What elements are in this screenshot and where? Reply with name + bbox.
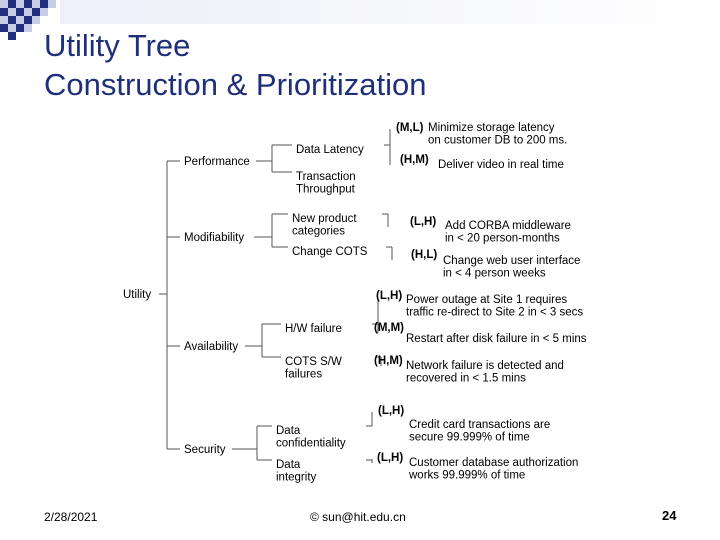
- slide-title-line-2: Construction & Prioritization: [44, 67, 427, 102]
- quality-attribute-security: Security: [184, 444, 226, 456]
- slide-page-number: 24: [662, 508, 677, 523]
- refinement-label: COTS S/W: [285, 356, 342, 368]
- scenario-text: Change web user interface: [443, 255, 581, 267]
- scenario-text: Minimize storage latency: [428, 122, 555, 134]
- refinement-label: categories: [292, 225, 346, 238]
- refinement-label: Data: [276, 425, 301, 437]
- slide-copyright: © sun@hit.edu.cn: [310, 510, 406, 524]
- scenario-text: traffic re-direct to Site 2 in < 3 secs: [406, 306, 584, 319]
- scenario-rating: (L,H): [376, 290, 403, 302]
- scenario-text: in < 20 person-months: [445, 232, 560, 245]
- scenario-rating: (L,H): [377, 452, 404, 464]
- scenario-text: works 99.999% of time: [409, 469, 526, 482]
- refinement-label: Throughput: [296, 183, 355, 196]
- tree-root-label: Utility: [123, 289, 152, 301]
- scenario-text: Restart after disk failure in < 5 mins: [406, 333, 587, 345]
- quality-attribute-availability: Availability: [184, 341, 239, 353]
- scenario-text: Credit card transactions are: [409, 419, 551, 431]
- quality-attribute-modifiability: Modifiability: [184, 232, 245, 244]
- scenario-text: on customer DB to 200 ms.: [428, 134, 568, 147]
- scenario-rating: (L,H): [410, 216, 437, 228]
- slide-title-line-1: Utility Tree: [44, 28, 191, 63]
- scenario-rating: (H,M): [400, 154, 429, 166]
- scenario-rating: (H,L): [411, 249, 438, 261]
- scenario-rating: (H,M): [374, 355, 403, 367]
- scenario-text: Power outage at Site 1 requires: [406, 294, 568, 306]
- refinement-label: Change COTS: [292, 246, 368, 258]
- refinement-label: H/W failure: [285, 323, 342, 335]
- scenario-rating: (M,M): [374, 322, 405, 334]
- refinement-label: confidentiality: [276, 437, 346, 450]
- scenario-text: secure 99.999% of time: [409, 431, 530, 444]
- refinement-label: failures: [285, 368, 323, 381]
- slide-date: 2/28/2021: [44, 510, 98, 524]
- scenario-text: Customer database authorization: [409, 457, 579, 469]
- scenario-text: recovered in < 1.5 mins: [406, 372, 526, 385]
- scenario-rating: (L,H): [378, 405, 405, 417]
- scenario-rating: (M,L): [396, 122, 424, 134]
- scenario-text: in < 4 person weeks: [443, 267, 546, 280]
- scenario-text: Deliver video in real time: [438, 159, 564, 171]
- refinement-label: New product: [292, 213, 357, 225]
- refinement-label: integrity: [276, 471, 317, 484]
- quality-attribute-performance: Performance: [184, 156, 250, 168]
- refinement-label: Data: [276, 459, 301, 471]
- refinement-label: Data Latency: [296, 144, 364, 156]
- scenario-text: Add CORBA middleware: [445, 220, 571, 232]
- refinement-label: Transaction: [296, 171, 356, 183]
- scenario-text: Network failure is detected and: [406, 360, 564, 372]
